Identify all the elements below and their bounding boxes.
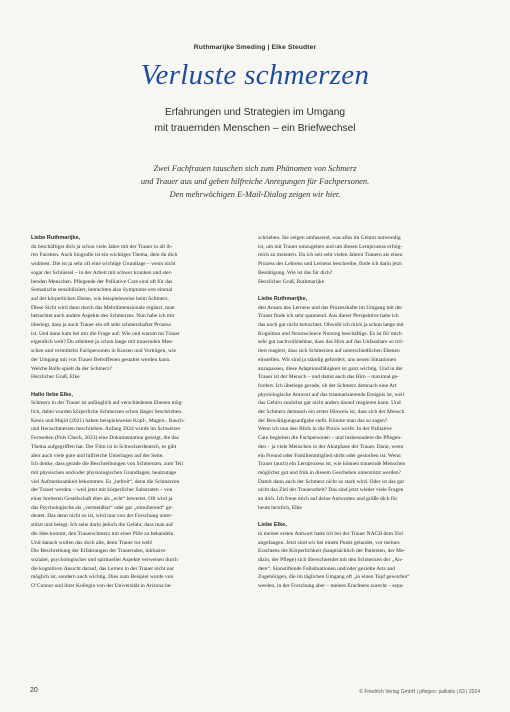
subtitle-line: mit trauernden Menschen – ein Briefwechsel	[154, 123, 356, 134]
body-text-line: der Schmerz demnach ein erster Hinweis ist, dass sich der Mensch	[258, 409, 405, 416]
body-text-line: ist. Und dann kam bei mir die Frage auf: Wie und warum tut Trauer	[31, 330, 180, 337]
body-text-line: du beschäftigst dich ja schon viele Jahre mit der Trauer in all ih-	[31, 243, 173, 250]
body-text-line: Herzlicher Gruß, Elke	[31, 374, 80, 381]
body-text-line: Bestätigung. Wie ist das für dich?	[258, 269, 333, 276]
body-text-line: sozialer, psychologischer und spiritueller Aspekte verweisen durch	[31, 557, 178, 563]
body-text-line: und Herzschmerzen beschrieben. Anfang 2024 wurde im Schweizer	[31, 426, 181, 433]
body-text-line: möglichst gut und früh in diesem Geschehen unterstützt werden?	[258, 469, 401, 476]
body-text-line: widmest. Die ist ja sehr oft eine wichtige Grundlage – wenn nicht	[31, 261, 176, 268]
letter-salutation: Liebe Ruthmarijke,	[31, 235, 81, 241]
body-text-line: den Ansatz des Lernens und das Prozesshafte im Umgang mit der	[258, 304, 403, 311]
body-text-line: das Psychologische als „vermeidbar“ oder gar „simulierend“ ge-	[31, 504, 173, 511]
page-number: 20	[30, 687, 38, 694]
body-text-line: Die Beschreibung der Erfahrungen der Trauernden, inklusive	[31, 548, 166, 555]
body-text-line: sogar der Schlüssel – in der Arbeit mit schwer kranken und ster-	[31, 269, 173, 276]
body-text-line: betrachtet auch andere Aspekte des Schmerzes. Nun habe ich mir	[31, 313, 175, 320]
body-text-line: aber auch viele gute und hilfreiche Unterlagen auf der Seite.	[31, 452, 164, 459]
body-text-line: lich, dabei wurden körperliche Schmerzen schon länger beschrieben.	[31, 409, 183, 416]
body-text-line: dere“. Sinnstiftende Fallsituationen und/oder gezielte Arts and	[258, 565, 396, 572]
body-text-line: die kognitiven Ansicht darauf, das Lernen in der Trauer nicht nur	[31, 565, 175, 572]
body-text-line: der Bewältigungsaufgabe stellt. Könnte man das so sagen?	[258, 417, 388, 424]
body-text-line: überlegt, dass ja auch Trauer ein oft sehr schmerzhafter Prozess	[31, 322, 171, 329]
body-text-line: Fernsehen (Puls Check, 2023) eine Dokumentation gezeigt, die das	[31, 435, 179, 442]
body-column-left	[31, 234, 250, 666]
letter-salutation: Liebe Ruthmarijke,	[258, 295, 308, 302]
body-text-line: einstellen. Wir sind ja ständig gefordert, uns neuen Situationen	[258, 356, 397, 363]
body-text-line: benden Menschen. Pflegende der Palliative Care sind oft für das	[31, 278, 173, 285]
body-text-line: möglich ist, sondern auch wichtig. Dies zum Beispiel wurde von	[31, 574, 174, 581]
body-text-line: das Gehirn zunächst gar nicht anders darauf reagieren kann. Und	[258, 400, 401, 407]
article-subtitle	[0, 105, 510, 137]
article-title: Verluste schmerzen	[140, 59, 370, 91]
body-text-line: Prozess des Lehrens und Lernens beschreibe, finde ich darin jetzt	[258, 261, 402, 268]
body-text-line: an dich. Ich freue mich auf deine Antworten und grüße dich für	[258, 496, 398, 503]
body-text-line: Zugehörigen, die im täglichen Umgang oft „in einen Topf geworfen“	[258, 574, 410, 581]
body-text-line: stützt und belegt. Ich sehe darin jedoch die Gefahr, dass man auf	[31, 522, 173, 529]
body-text-line: schrieben. Sie zeigen umfassend, was alles im Gehirn notwendig	[258, 235, 401, 241]
body-text-line: werden, in der Forschung aber – meines Erachtens zurecht – sepa-	[258, 583, 404, 590]
body-text-line: Diese Sicht wird dann durch das Mehrdimensionale ergänzt, man	[31, 304, 175, 311]
copyright-notice: © Friedrich Verlag GmbH | pflegen: palliativ | 63 | 2024	[359, 689, 480, 695]
teaser-line: und Trauer aus und geben hilfreiche Anregungen für Fachpersonen.	[140, 177, 370, 186]
body-text-line: schen und vermittelst Fachpersonen in Kursen und Vorträgen, wie	[31, 348, 177, 355]
body-text-line: Somatische sensibilisiert, betrachten also Symptome erst einmal	[31, 287, 173, 294]
body-text-line: sehr gut nachvollziehbar, dass das Hirn auf das Unfassbare so irri-	[258, 339, 404, 346]
body-column-right	[258, 234, 477, 670]
body-text-line: Erachtens die Körperlichkeit (hauptsächlich der Patienten, der Me-	[258, 548, 406, 555]
body-text-line: Trauer finde ich sehr spannend. Aus dieser Perspektive habe ich	[258, 313, 399, 320]
body-text-line: Thema aufgegriffen hat. Der Film ist in Schweizerdeutsch, es gibt	[31, 443, 177, 450]
teaser-line: Zwei Fachfrauen tauschen sich zum Phänomen von Schmerz	[153, 164, 357, 173]
body-text-line: ein Freund oder Familienmitglied stirbt oder gestorben ist. Wenn	[258, 452, 401, 459]
body-text-line: einer breiteren Gesellschaft eher als „echt“ bewertet. Oft wird ja	[31, 496, 173, 503]
body-text-line: anzupassen, diese Adaptionsfähigkeit ist ganz wichtig. Und in der	[258, 365, 403, 372]
body-text-line: Herzlicher Gruß, Ruthmarijke	[258, 278, 325, 285]
letter-salutation: Hallo liebe Elke,	[31, 391, 73, 398]
body-text-line: physiologische Antwort auf das traumatisierende Ereignis ist, weil	[258, 391, 405, 398]
body-text-line: der Umgang mit von Trauer Betroffenen gestaltet werden kann.	[31, 356, 171, 363]
body-text-line: fordert. Ich überlege gerade, ob der Schmerz demnach eine Art	[258, 382, 397, 389]
body-text-line: Damit dann auch der Schmerz nicht so stark wird. Oder ist das gar	[258, 478, 405, 485]
body-text-line: Kognition und Neuroscience Nursing beschäftige. Es ist für mich	[258, 330, 402, 337]
body-text-line: heute herzlich, Elke	[258, 504, 302, 511]
body-text-line: viel Aufmerksamkeit bekommen. Es „befreit“, denn die Schmerzen	[31, 478, 180, 485]
body-text-line: Kenis und Majid (2021) haben beispielsweise Kopf-, Magen-, Bauch-	[31, 417, 185, 424]
body-text-line: tiert reagiert, dass sich Schmerzen auf unterschiedlichen Ebenen	[258, 348, 400, 355]
body-text-line: Welche Rolle spielt da der Schmerz?	[31, 365, 112, 372]
body-text-line: den – ja viele Menschen in der Akutphase der Trauer. Dann, wenn	[258, 443, 404, 450]
body-text-line: Schmerz in der Trauer ist anfänglich auf verschiedenen Ebenen mög-	[31, 400, 184, 407]
body-text-line: Und danach wollen das doch alle, denn Trauer tut weh!	[31, 539, 153, 546]
body-text-line: mit physischen und/oder physiologischen Grundlagen, heutzutage	[31, 469, 177, 476]
body-text-line: angefangen. Jetzt sind wir bei einem Punkt gelandet, vor meines	[258, 539, 400, 546]
teaser-line: Den mehrwöchigen E-Mail-Dialog zeigen wir hier.	[169, 190, 341, 199]
paragraph-gap	[31, 382, 250, 391]
body-text-line: Trauer ist der Mensch – und damit auch das Hirn – maximal ge-	[258, 374, 399, 381]
body-text-line: Wenn ich nun den Blick in die Praxis werfe: In der Palliative	[258, 426, 392, 433]
body-text-line: Trauer (auch) ein Lernprozess ist, wie können trauernde Menschen	[258, 461, 406, 468]
body-text-line: eigentlich weh? Du arbeitest ja schon lange mit trauernden Men-	[31, 339, 174, 346]
letter-salutation: Liebe Elke,	[258, 522, 287, 529]
subtitle-line: Erfahrungen und Strategien im Umgang	[164, 107, 346, 118]
body-text-line: nicht das Ziel der Trauerarbeit? Das sind jetzt wieder viele Fragen	[258, 487, 404, 494]
body-text-line: der Trauer werden – weil jetzt mit körperlicher Substraten – von	[31, 487, 173, 494]
body-text-line: Care begleiten die Fachpersonen – und insbesondere die Pflegen-	[258, 435, 402, 442]
body-text-line: die Idee kommt, den Trauerschmerz mit einer Pille zu behandeln.	[31, 530, 175, 537]
body-text-line: reich zu meistern. Da ich seit sehr vielen Jahren Trauern als einen	[258, 252, 403, 259]
body-text-line: auf der körperlichen Ebene, wie beispielsweise beim Schmerz.	[31, 295, 169, 302]
body-text-line: ren Facetten. Auch biografie ist ein wichtiges Thema, dem du dich	[31, 252, 178, 259]
body-text-line: Ich denke, dass gerade die Beschreibungen von Schmerzen, zum Teil	[31, 461, 184, 468]
body-text-line: in meiner ersten Antwort hatte ich bei der Trauer NACH dem Tod	[258, 530, 403, 537]
body-text-line: dizin, der Pflege) sich überschneidet mit den Schmerzen der „An-	[258, 556, 403, 563]
article-teaser	[0, 162, 510, 201]
body-text-line: deutet. Das denn nicht so ist, wird nun von der Forschung unter-	[31, 513, 173, 520]
body-text-line: das noch gar nicht betrachtet. Obwohl ich mich ja schon lange mit	[258, 322, 404, 329]
article-authors: Ruthmarijke Smeding | Elke Steudter	[193, 44, 317, 51]
body-text-line: O’Connor und ihrer Kollegin von der Universität in Arizona be-	[31, 583, 172, 590]
paragraph-gap	[258, 512, 477, 521]
body-text-line: ist, um mit Trauer umzugehen und um diesen Lernprozess erfolg-	[258, 243, 403, 250]
paragraph-gap	[258, 286, 477, 295]
